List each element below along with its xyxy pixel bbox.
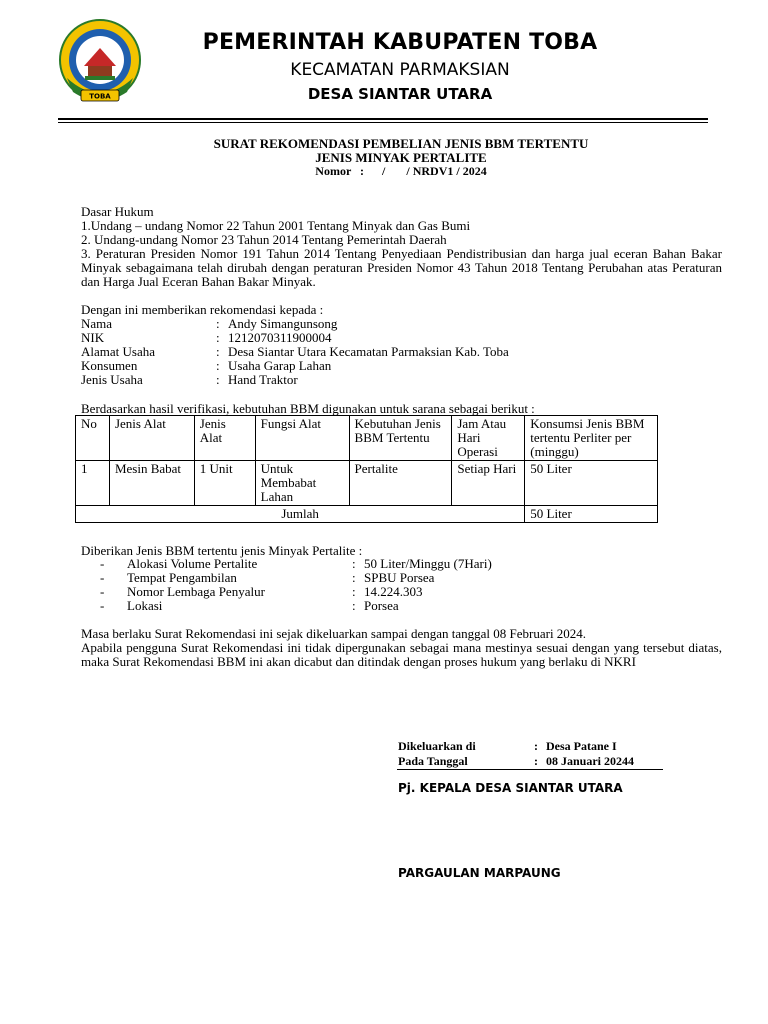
tanggal-colon: : xyxy=(534,754,538,768)
dasar-hukum-heading: Dasar Hukum xyxy=(81,204,154,219)
field-label: Konsumen xyxy=(81,358,138,373)
table-cell: Untuk Membabat Lahan xyxy=(255,461,349,506)
tanggal-value: 08 Januari 20244 xyxy=(546,754,635,768)
table-cell: 1 Unit xyxy=(194,461,255,506)
field-row-nik: NIK : 1212070311900004 xyxy=(81,330,332,345)
rekomendasi-intro: Dengan ini memberikan rekomendasi kepada : xyxy=(81,302,324,317)
signatory-name: PARGAULAN MARPAUNG xyxy=(398,866,561,880)
header-kecamatan: KECAMATAN PARMAKSIAN xyxy=(290,60,510,80)
masa-berlaku-text: Masa berlaku Surat Rekomendasi ini sejak dikeluarkan sampai dengan tanggal 08 Februari 2024. xyxy=(81,626,587,641)
list-value: 50 Liter/Minggu (7Hari) xyxy=(364,556,492,571)
table-header-cell: Jam Atau Hari Operasi xyxy=(452,416,525,461)
table-cell: Setiap Hari xyxy=(452,461,525,506)
dasar-hukum-item: 1.Undang – undang Nomor 22 Tahun 2001 Tentang Minyak dan Gas Bumi xyxy=(81,218,471,233)
peringatan-text: Apabila pengguna Surat Rekomendasi ini tidak dipergunakan sebagai mana mestinya sesuai dengan yang tersebut diatas, maka Surat Rekomendasi BBM ini akan dicabut dan ditindak dengan proses hukum yang berlaku di NKRI xyxy=(81,640,722,669)
list-value: SPBU Porsea xyxy=(364,570,435,585)
table-header-cell: Konsumsi Jenis BBM tertentu Perliter per (minggu) xyxy=(525,416,658,461)
field-value: Usaha Garap Lahan xyxy=(228,358,332,373)
table-header-cell: Kebutuhan Jenis BBM Tertentu xyxy=(349,416,452,461)
header-rule-thick xyxy=(58,118,708,120)
dikeluarkan-value: Desa Patane I xyxy=(546,739,617,753)
table-cell: 50 Liter xyxy=(525,461,658,506)
dikeluarkan-colon: : xyxy=(534,739,538,753)
field-value: Desa Siantar Utara Kecamatan Parmaksian Kab. Toba xyxy=(228,344,509,359)
list-label: Lokasi xyxy=(127,598,163,613)
field-row-konsumen: Konsumen : Usaha Garap Lahan xyxy=(81,358,332,373)
signatory-title: Pj. KEPALA DESA SIANTAR UTARA xyxy=(398,781,623,795)
list-item: - Alokasi Volume Pertalite : 50 Liter/Minggu (7Hari) xyxy=(100,556,492,571)
list-label: Alokasi Volume Pertalite xyxy=(127,556,258,571)
header-desa: DESA SIANTAR UTARA xyxy=(307,85,493,103)
table-header-row xyxy=(76,416,658,461)
field-value: 1212070311900004 xyxy=(228,330,332,345)
list-item: - Tempat Pengambilan : SPBU Porsea xyxy=(100,570,435,585)
table-cell: Pertalite xyxy=(349,461,452,506)
list-item: - Nomor Lembaga Penyalur : 14.224.303 xyxy=(100,584,423,599)
header-rule-thin xyxy=(58,122,708,123)
dasar-hukum-item: 3. Peraturan Presiden Nomor 191 Tahun 2014 Tentang Penyediaan Pendistribusian dan harga jual eceran Bahan Bakar Minyak sebagaimana telah dirubah dengan peraturan Presiden Nomor 43 Tahun 2018 Tentang Perubahan atas Peraturan dan Harga Jual Eceran Bahan Bakar Minyak. xyxy=(81,246,722,289)
table-cell: Mesin Babat xyxy=(109,461,194,506)
table-header-cell: Jenis Alat xyxy=(109,416,194,461)
header-government: PEMERINTAH KABUPATEN TOBA xyxy=(202,30,598,55)
total-label: Jumlah xyxy=(76,506,525,523)
letter-subtitle: JENIS MINYAK PERTALITE xyxy=(315,150,487,165)
field-label: Jenis Usaha xyxy=(81,372,143,387)
table-header-cell: Fungsi Alat xyxy=(255,416,349,461)
bbm-table xyxy=(75,415,658,523)
pemberian-intro: Diberikan Jenis BBM tertentu jenis Minyak Pertalite : xyxy=(81,543,363,558)
logo-text: TOBA xyxy=(89,92,111,101)
verifikasi-intro: Berdasarkan hasil verifikasi, kebutuhan BBM digunakan untuk sarana sebagai berikut : xyxy=(81,401,535,416)
field-label: NIK xyxy=(81,330,105,345)
list-value: Porsea xyxy=(364,598,399,613)
letter-title: SURAT REKOMENDASI PEMBELIAN JENIS BBM TERTENTU xyxy=(213,136,589,151)
list-label: Tempat Pengambilan xyxy=(127,570,237,585)
toba-emblem-logo xyxy=(57,18,143,104)
field-row-jenis-usaha: Jenis Usaha : Hand Traktor xyxy=(81,372,298,387)
list-label: Nomor Lembaga Penyalur xyxy=(127,584,265,599)
field-value: Andy Simangunsong xyxy=(228,316,338,331)
field-label: Nama xyxy=(81,316,113,331)
dasar-hukum-item: 2. Undang-undang Nomor 23 Tahun 2014 Tentang Pemerintah Daerah xyxy=(81,232,447,247)
field-row-alamat: Alamat Usaha : Desa Siantar Utara Kecamatan Parmaksian Kab. Toba xyxy=(81,344,509,359)
table-header-cell: No xyxy=(76,416,110,461)
dikeluarkan-label: Dikeluarkan di xyxy=(398,739,476,753)
table-cell: 1 xyxy=(76,461,110,506)
list-item: - Lokasi : Porsea xyxy=(100,598,399,613)
table-row xyxy=(76,461,658,506)
signature-rule xyxy=(397,769,663,770)
field-label: Alamat Usaha xyxy=(81,344,156,359)
total-value: 50 Liter xyxy=(525,506,658,523)
list-value: 14.224.303 xyxy=(364,584,423,599)
field-row-nama: Nama : Andy Simangunsong xyxy=(81,316,338,331)
tanggal-label: Pada Tanggal xyxy=(398,754,468,768)
table-header-cell: Jenis Alat xyxy=(194,416,255,461)
letter-number: Nomor : / / NRDV1 / 2024 xyxy=(315,164,487,178)
table-total-row xyxy=(76,506,658,523)
field-value: Hand Traktor xyxy=(228,372,298,387)
